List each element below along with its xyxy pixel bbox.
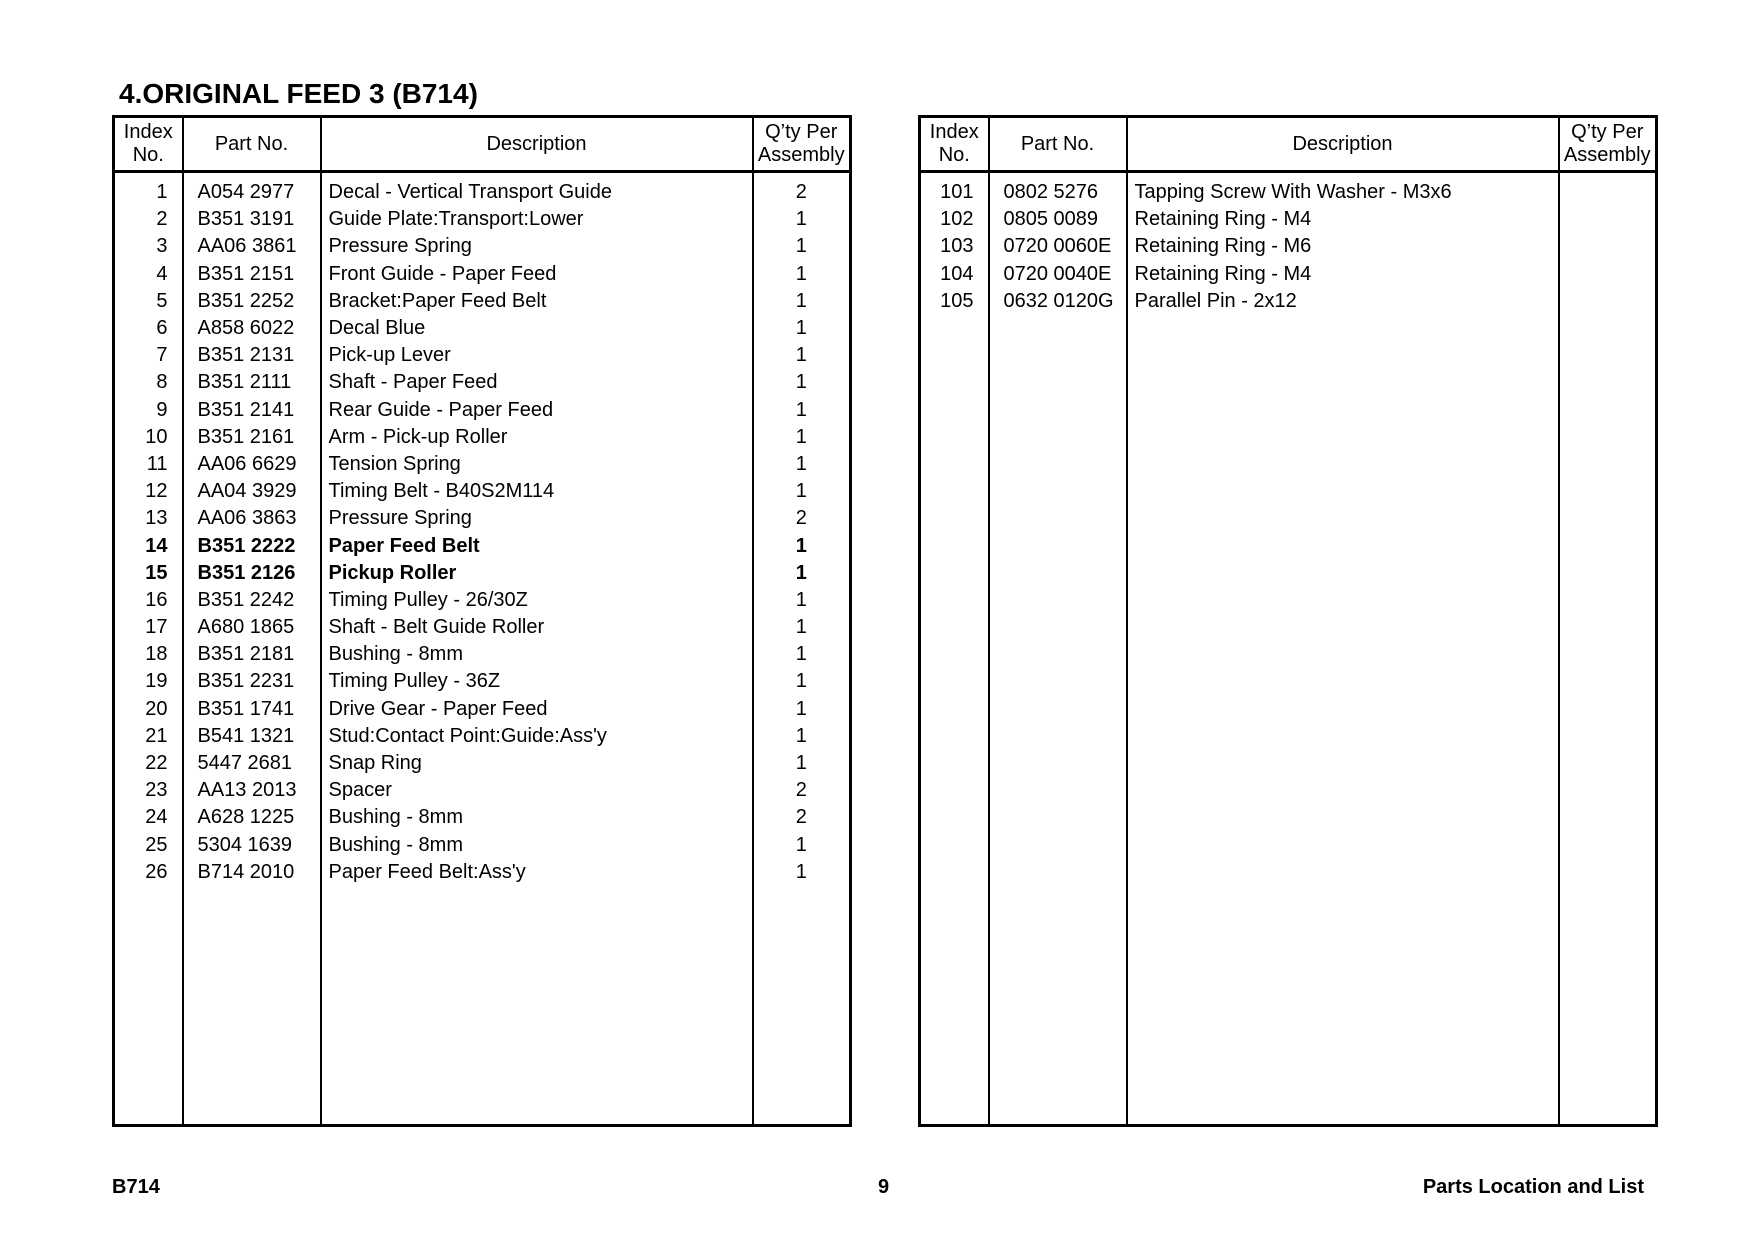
part-no-cell: B351 2181 [183,641,321,668]
footer-page-number: 9 [878,1176,890,1198]
part-no-header: Part No. [183,117,321,172]
qty-cell: 1 [753,451,851,478]
description-cell: Pressure Spring [321,233,753,260]
qty-cell: 1 [753,478,851,505]
qty-per-assembly-header: Q’ty Per Assembly [1559,117,1657,172]
description-cell: Pick-up Lever [321,342,753,369]
qty-cell: 1 [753,587,851,614]
part-no-cell: 5447 2681 [183,750,321,777]
description-cell: Shaft - Paper Feed [321,369,753,396]
index-no-cell: 1 [114,172,183,207]
part-no-header: Part No. [989,117,1127,172]
part-no-cell: B351 2161 [183,424,321,451]
description-cell: Pickup Roller [321,560,753,587]
description-header: Description [1127,117,1559,172]
qty-cell: 1 [753,424,851,451]
part-no-cell: B351 2141 [183,397,321,424]
qty-cell: 2 [753,505,851,532]
table-row [920,206,1657,233]
index-no-cell: 19 [114,668,183,695]
part-no-cell: 0720 0040E [989,261,1127,288]
qty-cell: 1 [753,832,851,859]
footer-model: B714 [112,1176,160,1198]
part-no-cell: 0632 0120G [989,288,1127,315]
description-cell: Retaining Ring - M6 [1127,233,1559,260]
part-no-cell: B351 2242 [183,587,321,614]
qty-cell: 1 [753,560,851,587]
table-row [114,478,851,505]
qty-cell: 1 [753,233,851,260]
table-row [114,342,851,369]
description-cell: Bracket:Paper Feed Belt [321,288,753,315]
description-cell: Tension Spring [321,451,753,478]
index-no-cell: 20 [114,696,183,723]
table-row [920,288,1657,315]
qty-cell: 1 [753,261,851,288]
qty-cell [1559,261,1657,288]
table-row [114,832,851,859]
table-row [114,750,851,777]
qty-cell: 1 [753,342,851,369]
description-cell: Drive Gear - Paper Feed [321,696,753,723]
part-no-cell: B714 2010 [183,859,321,886]
table-row [114,641,851,668]
page-title: 4.ORIGINAL FEED 3 (B714) [119,78,478,109]
table-row [114,859,851,886]
parts-table-left [112,115,852,1127]
index-no-cell: 8 [114,369,183,396]
empty-cell [753,886,851,1126]
qty-cell: 1 [753,288,851,315]
description-cell: Guide Plate:Transport:Lower [321,206,753,233]
empty-cell [321,886,753,1126]
table-row [114,369,851,396]
qty-cell [1559,233,1657,260]
index-no-cell: 13 [114,505,183,532]
qty-cell: 1 [753,532,851,559]
part-no-cell: B351 2252 [183,288,321,315]
description-cell: Front Guide - Paper Feed [321,261,753,288]
part-no-cell: B351 2231 [183,668,321,695]
qty-cell: 1 [753,315,851,342]
table-row [114,804,851,831]
index-no-cell: 24 [114,804,183,831]
qty-cell: 1 [753,369,851,396]
index-no-cell: 22 [114,750,183,777]
part-no-cell: 5304 1639 [183,832,321,859]
empty-cell [1559,315,1657,1126]
table-row [114,233,851,260]
part-no-cell: AA06 6629 [183,451,321,478]
qty-cell: 2 [753,172,851,207]
index-no-cell: 105 [920,288,989,315]
index-no-header: Index No. [920,117,989,172]
index-no-cell: 103 [920,233,989,260]
empty-cell [183,886,321,1126]
description-cell: Stud:Contact Point:Guide:Ass'y [321,723,753,750]
part-no-cell: B351 3191 [183,206,321,233]
qty-cell: 1 [753,614,851,641]
part-no-cell: B351 2126 [183,560,321,587]
table-row [920,233,1657,260]
qty-cell: 1 [753,668,851,695]
part-no-cell: 0802 5276 [989,172,1127,207]
qty-cell: 2 [753,804,851,831]
qty-per-assembly-header: Q’ty Per Assembly [753,117,851,172]
qty-cell: 1 [753,206,851,233]
table-row [114,424,851,451]
footer-section-title: Parts Location and List [1422,1176,1644,1198]
table-row [114,560,851,587]
part-no-cell: A628 1225 [183,804,321,831]
index-no-cell: 26 [114,859,183,886]
table-row [114,261,851,288]
part-no-cell: 0720 0060E [989,233,1127,260]
qty-cell [1559,172,1657,207]
part-no-cell: AA06 3863 [183,505,321,532]
index-no-cell: 16 [114,587,183,614]
table-header-row [920,117,1657,172]
description-cell: Shaft - Belt Guide Roller [321,614,753,641]
description-cell: Decal - Vertical Transport Guide [321,172,753,207]
description-header: Description [321,117,753,172]
index-no-header: Index No. [114,117,183,172]
description-cell: Spacer [321,777,753,804]
part-no-cell: AA06 3861 [183,233,321,260]
empty-cell [114,886,183,1126]
index-no-cell: 18 [114,641,183,668]
index-no-cell: 101 [920,172,989,207]
empty-cell [920,315,989,1126]
qty-cell: 1 [753,641,851,668]
qty-cell [1559,206,1657,233]
table-row [114,696,851,723]
part-no-cell: A858 6022 [183,315,321,342]
description-cell: Bushing - 8mm [321,804,753,831]
description-cell: Paper Feed Belt [321,532,753,559]
description-cell: Retaining Ring - M4 [1127,206,1559,233]
table-row [114,668,851,695]
table-filler-row [920,315,1657,1126]
index-no-cell: 23 [114,777,183,804]
table-row [114,397,851,424]
index-no-cell: 10 [114,424,183,451]
part-no-cell: AA04 3929 [183,478,321,505]
table-row [114,532,851,559]
description-cell: Bushing - 8mm [321,641,753,668]
table-row [114,505,851,532]
qty-cell: 1 [753,723,851,750]
table-row [114,723,851,750]
qty-cell: 1 [753,750,851,777]
index-no-cell: 7 [114,342,183,369]
part-no-cell: A054 2977 [183,172,321,207]
description-cell: Rear Guide - Paper Feed [321,397,753,424]
index-no-cell: 3 [114,233,183,260]
table-row [114,777,851,804]
description-cell: Retaining Ring - M4 [1127,261,1559,288]
parts-table-right [918,115,1658,1127]
part-no-cell: B351 2131 [183,342,321,369]
index-no-cell: 17 [114,614,183,641]
table-row [114,587,851,614]
part-no-cell: B351 1741 [183,696,321,723]
empty-cell [1127,315,1559,1126]
index-no-cell: 6 [114,315,183,342]
part-no-cell: B351 2111 [183,369,321,396]
description-cell: Pressure Spring [321,505,753,532]
qty-cell: 2 [753,777,851,804]
part-no-cell: 0805 0089 [989,206,1127,233]
table-row [114,172,851,207]
index-no-cell: 11 [114,451,183,478]
index-no-cell: 104 [920,261,989,288]
description-cell: Paper Feed Belt:Ass'y [321,859,753,886]
part-no-cell: B541 1321 [183,723,321,750]
part-no-cell: AA13 2013 [183,777,321,804]
index-no-cell: 102 [920,206,989,233]
table-row [114,451,851,478]
index-no-cell: 5 [114,288,183,315]
part-no-cell: B351 2222 [183,532,321,559]
index-no-cell: 15 [114,560,183,587]
qty-cell: 1 [753,397,851,424]
qty-cell: 1 [753,859,851,886]
description-cell: Timing Pulley - 26/30Z [321,587,753,614]
table-header-row [114,117,851,172]
table-row [114,288,851,315]
index-no-cell: 14 [114,532,183,559]
description-cell: Timing Belt - B40S2M114 [321,478,753,505]
parts-table-left-body [114,172,851,1126]
qty-cell: 1 [753,696,851,723]
qty-cell [1559,288,1657,315]
index-no-cell: 25 [114,832,183,859]
table-row [114,614,851,641]
index-no-cell: 4 [114,261,183,288]
part-no-cell: B351 2151 [183,261,321,288]
empty-cell [989,315,1127,1126]
description-cell: Snap Ring [321,750,753,777]
description-cell: Decal Blue [321,315,753,342]
parts-table-right-body [920,172,1657,1126]
index-no-cell: 12 [114,478,183,505]
description-cell: Timing Pulley - 36Z [321,668,753,695]
table-row [114,206,851,233]
index-no-cell: 2 [114,206,183,233]
part-no-cell: A680 1865 [183,614,321,641]
description-cell: Arm - Pick-up Roller [321,424,753,451]
index-no-cell: 9 [114,397,183,424]
index-no-cell: 21 [114,723,183,750]
table-row [114,315,851,342]
description-cell: Bushing - 8mm [321,832,753,859]
table-filler-row [114,886,851,1126]
description-cell: Tapping Screw With Washer - M3x6 [1127,172,1559,207]
table-row [920,261,1657,288]
description-cell: Parallel Pin - 2x12 [1127,288,1559,315]
table-row [920,172,1657,207]
